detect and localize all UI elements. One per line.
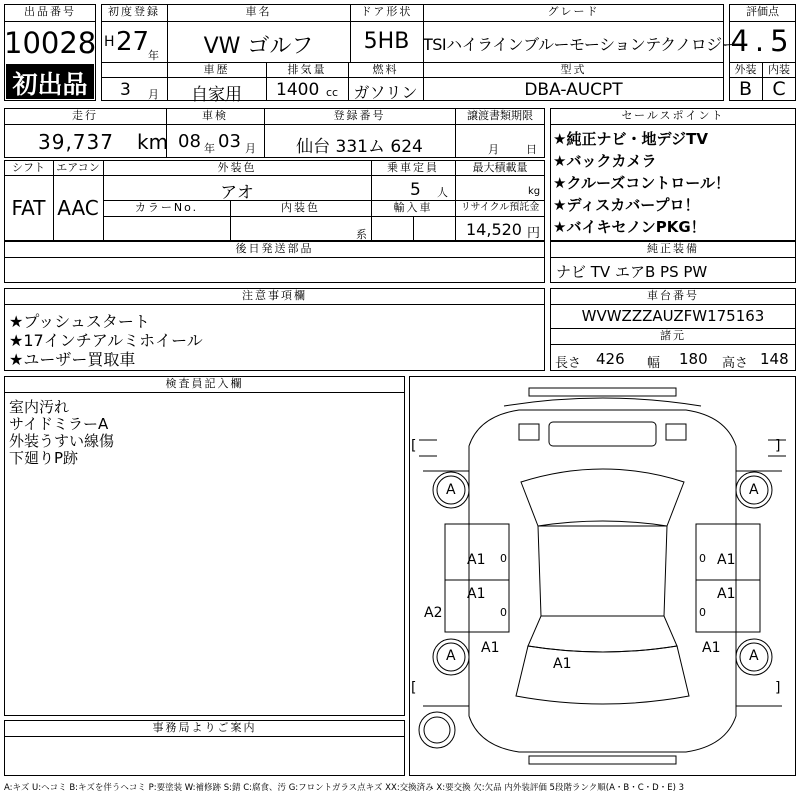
tire-rr-mark: A xyxy=(749,648,759,664)
legend: A:キズ U:ヘコミ B:キズを伴うヘコミ P:要塗装 W:補修跡 S:錆 C:腐食、汚 G:フロントガラス点キズ XX:交換済み X:要交換 欠:欠品 内外装評価 5段階ランク順(A・B・C・D・E) 3 xyxy=(4,783,685,793)
km-unit: km xyxy=(137,130,169,154)
transfer-month-unit: 月 xyxy=(488,143,499,156)
mileage-value: 39,737 xyxy=(38,130,114,154)
exterior-grade: B xyxy=(738,78,753,100)
interior-grade: C xyxy=(772,78,786,100)
quarter-r-mark: A1 xyxy=(702,640,721,656)
height-label: 高さ xyxy=(722,356,749,371)
width-value: 180 xyxy=(679,350,708,368)
length-label: 長さ xyxy=(555,356,582,371)
history-value: 自家用 xyxy=(191,85,242,105)
car-name: VW ゴルフ xyxy=(203,34,314,59)
door-rl-mark: A1 xyxy=(467,586,486,602)
recycle-label: リサイクル預託金 xyxy=(460,202,540,213)
insp-year: 08 xyxy=(178,131,201,152)
bracket-close-front: ] xyxy=(775,438,781,454)
import-label: 輸入車 xyxy=(393,201,433,214)
sales-item: ★クルーズコントロール！ xyxy=(553,174,730,192)
year-unit: 年 xyxy=(148,49,159,62)
width-label: 幅 xyxy=(647,356,661,371)
office-label: 事務局よりご案内 xyxy=(152,721,257,734)
grade-label: グレード xyxy=(547,5,600,18)
sales-item: ★純正ナビ・地デジTV xyxy=(553,130,708,148)
notes-item: ★プッシュスタート xyxy=(9,312,150,331)
tire-fl-mark: A xyxy=(446,482,456,498)
score-label: 評価点 xyxy=(746,5,779,18)
score-value: 4.5 xyxy=(730,24,795,58)
rear-mark: A1 xyxy=(553,656,572,672)
reg-label: 初度登録 xyxy=(108,5,160,18)
interior-suffix: 系 xyxy=(356,228,367,241)
load-label: 最大積載量 xyxy=(472,161,528,174)
door-fr-zero: 0 xyxy=(699,552,706,565)
insp-month: 03 xyxy=(218,131,241,152)
ac-label: エアコン xyxy=(56,161,100,174)
cc-unit: cc xyxy=(326,86,339,99)
era: H xyxy=(104,34,115,50)
sill-l-mark: A2 xyxy=(424,605,443,621)
inspector-line: 外装うすい線傷 xyxy=(9,432,115,450)
plate-value: 仙台 331ム 624 xyxy=(296,137,423,157)
transfer-label: 譲渡書類期限 xyxy=(467,109,533,122)
length-value: 426 xyxy=(596,350,625,368)
door-rl-zero: 0 xyxy=(500,606,507,619)
month-unit: 月 xyxy=(148,88,159,101)
tire-rl-mark: A xyxy=(446,648,456,664)
equipment-value: ナビ TV エアB PS PW xyxy=(556,263,708,281)
history-label: 車歴 xyxy=(203,63,230,76)
name-label: 車名 xyxy=(245,5,272,18)
bracket-open-rear: [ xyxy=(411,680,417,696)
dims-label: 諸元 xyxy=(660,329,686,342)
sales-item: ★バイキセノンPKG！ xyxy=(553,218,706,236)
lot-label: 出品番号 xyxy=(24,5,76,18)
plate-label: 登録番号 xyxy=(333,109,386,122)
exterior-label: 外装 xyxy=(734,63,757,76)
door-label: ドア形状 xyxy=(360,5,413,18)
door-fl-mark: A1 xyxy=(467,552,486,568)
interior-color-label: 内装色 xyxy=(281,201,320,214)
first-listing-label: 初出品 xyxy=(12,70,88,99)
color-no-label: カラーNo. xyxy=(134,201,199,214)
capacity-label: 乗車定員 xyxy=(387,161,439,174)
transfer-day-unit: 日 xyxy=(526,143,537,156)
sales-item: ★バックカメラ xyxy=(553,152,657,170)
insp-month-unit: 月 xyxy=(245,142,256,155)
tire-fr-mark: A xyxy=(749,482,759,498)
chassis-label: 車台番号 xyxy=(647,289,699,302)
reg-year: 27 xyxy=(116,27,150,57)
interior-label: 内装 xyxy=(768,63,790,76)
displacement-label: 排気量 xyxy=(287,63,327,76)
model-value: DBA-AUCPT xyxy=(524,80,623,100)
door-value: 5HB xyxy=(363,29,410,54)
shift-label: シフト xyxy=(12,161,45,174)
ac-value: AAC xyxy=(57,196,99,220)
later-parts-label: 後日発送部品 xyxy=(235,242,314,255)
sales-item: ★ディスカバープロ！ xyxy=(553,196,700,214)
sales-label: セールスポイント xyxy=(621,109,725,122)
inspection-label: 車検 xyxy=(202,109,228,122)
grade-value: TSIハイラインブルーモーションテクノロジー xyxy=(423,35,738,54)
door-rr-zero: 0 xyxy=(699,606,706,619)
inspector-line: 下廻りP跡 xyxy=(9,449,79,467)
reg-month: 3 xyxy=(120,80,131,100)
inspector-line: 室内汚れ xyxy=(9,398,70,416)
yen-unit: 円 xyxy=(527,226,541,241)
bracket-close-rear: ] xyxy=(775,680,781,696)
displacement-value: 1400 xyxy=(276,80,320,100)
equipment-label: 純正装備 xyxy=(647,242,699,255)
shift-value: FAT xyxy=(11,196,46,220)
car-diagram xyxy=(409,376,796,776)
inspector-line: サイドミラーA xyxy=(9,415,109,433)
notes-item: ★17インチアルミホイール xyxy=(9,331,203,350)
insp-year-unit: 年 xyxy=(204,142,215,155)
door-rr-mark: A1 xyxy=(717,586,736,602)
recycle-value: 14,520 xyxy=(466,220,522,239)
notes-label: 注意事項欄 xyxy=(242,289,307,302)
fuel-value: ガソリン xyxy=(353,83,418,102)
chassis-value: WVWZZZAUZFW175163 xyxy=(581,307,765,325)
mileage-label: 走行 xyxy=(72,109,98,122)
door-fl-zero: 0 xyxy=(500,552,507,565)
lot-number: 10028 xyxy=(4,26,97,60)
height-value: 148 xyxy=(760,350,789,368)
door-fr-mark: A1 xyxy=(717,552,736,568)
notes-item: ★ユーザー買取車 xyxy=(9,350,136,369)
capacity-unit: 人 xyxy=(437,186,448,199)
color-value: アオ xyxy=(220,183,254,203)
capacity-value: 5 xyxy=(410,180,421,200)
model-label: 型式 xyxy=(560,63,587,76)
bracket-open-front: [ xyxy=(411,438,417,454)
quarter-l-mark: A1 xyxy=(481,640,500,656)
load-unit: kg xyxy=(528,186,541,197)
color-label: 外装色 xyxy=(217,161,257,174)
fuel-label: 燃料 xyxy=(372,63,399,76)
inspector-label: 検査員記入欄 xyxy=(165,377,244,390)
